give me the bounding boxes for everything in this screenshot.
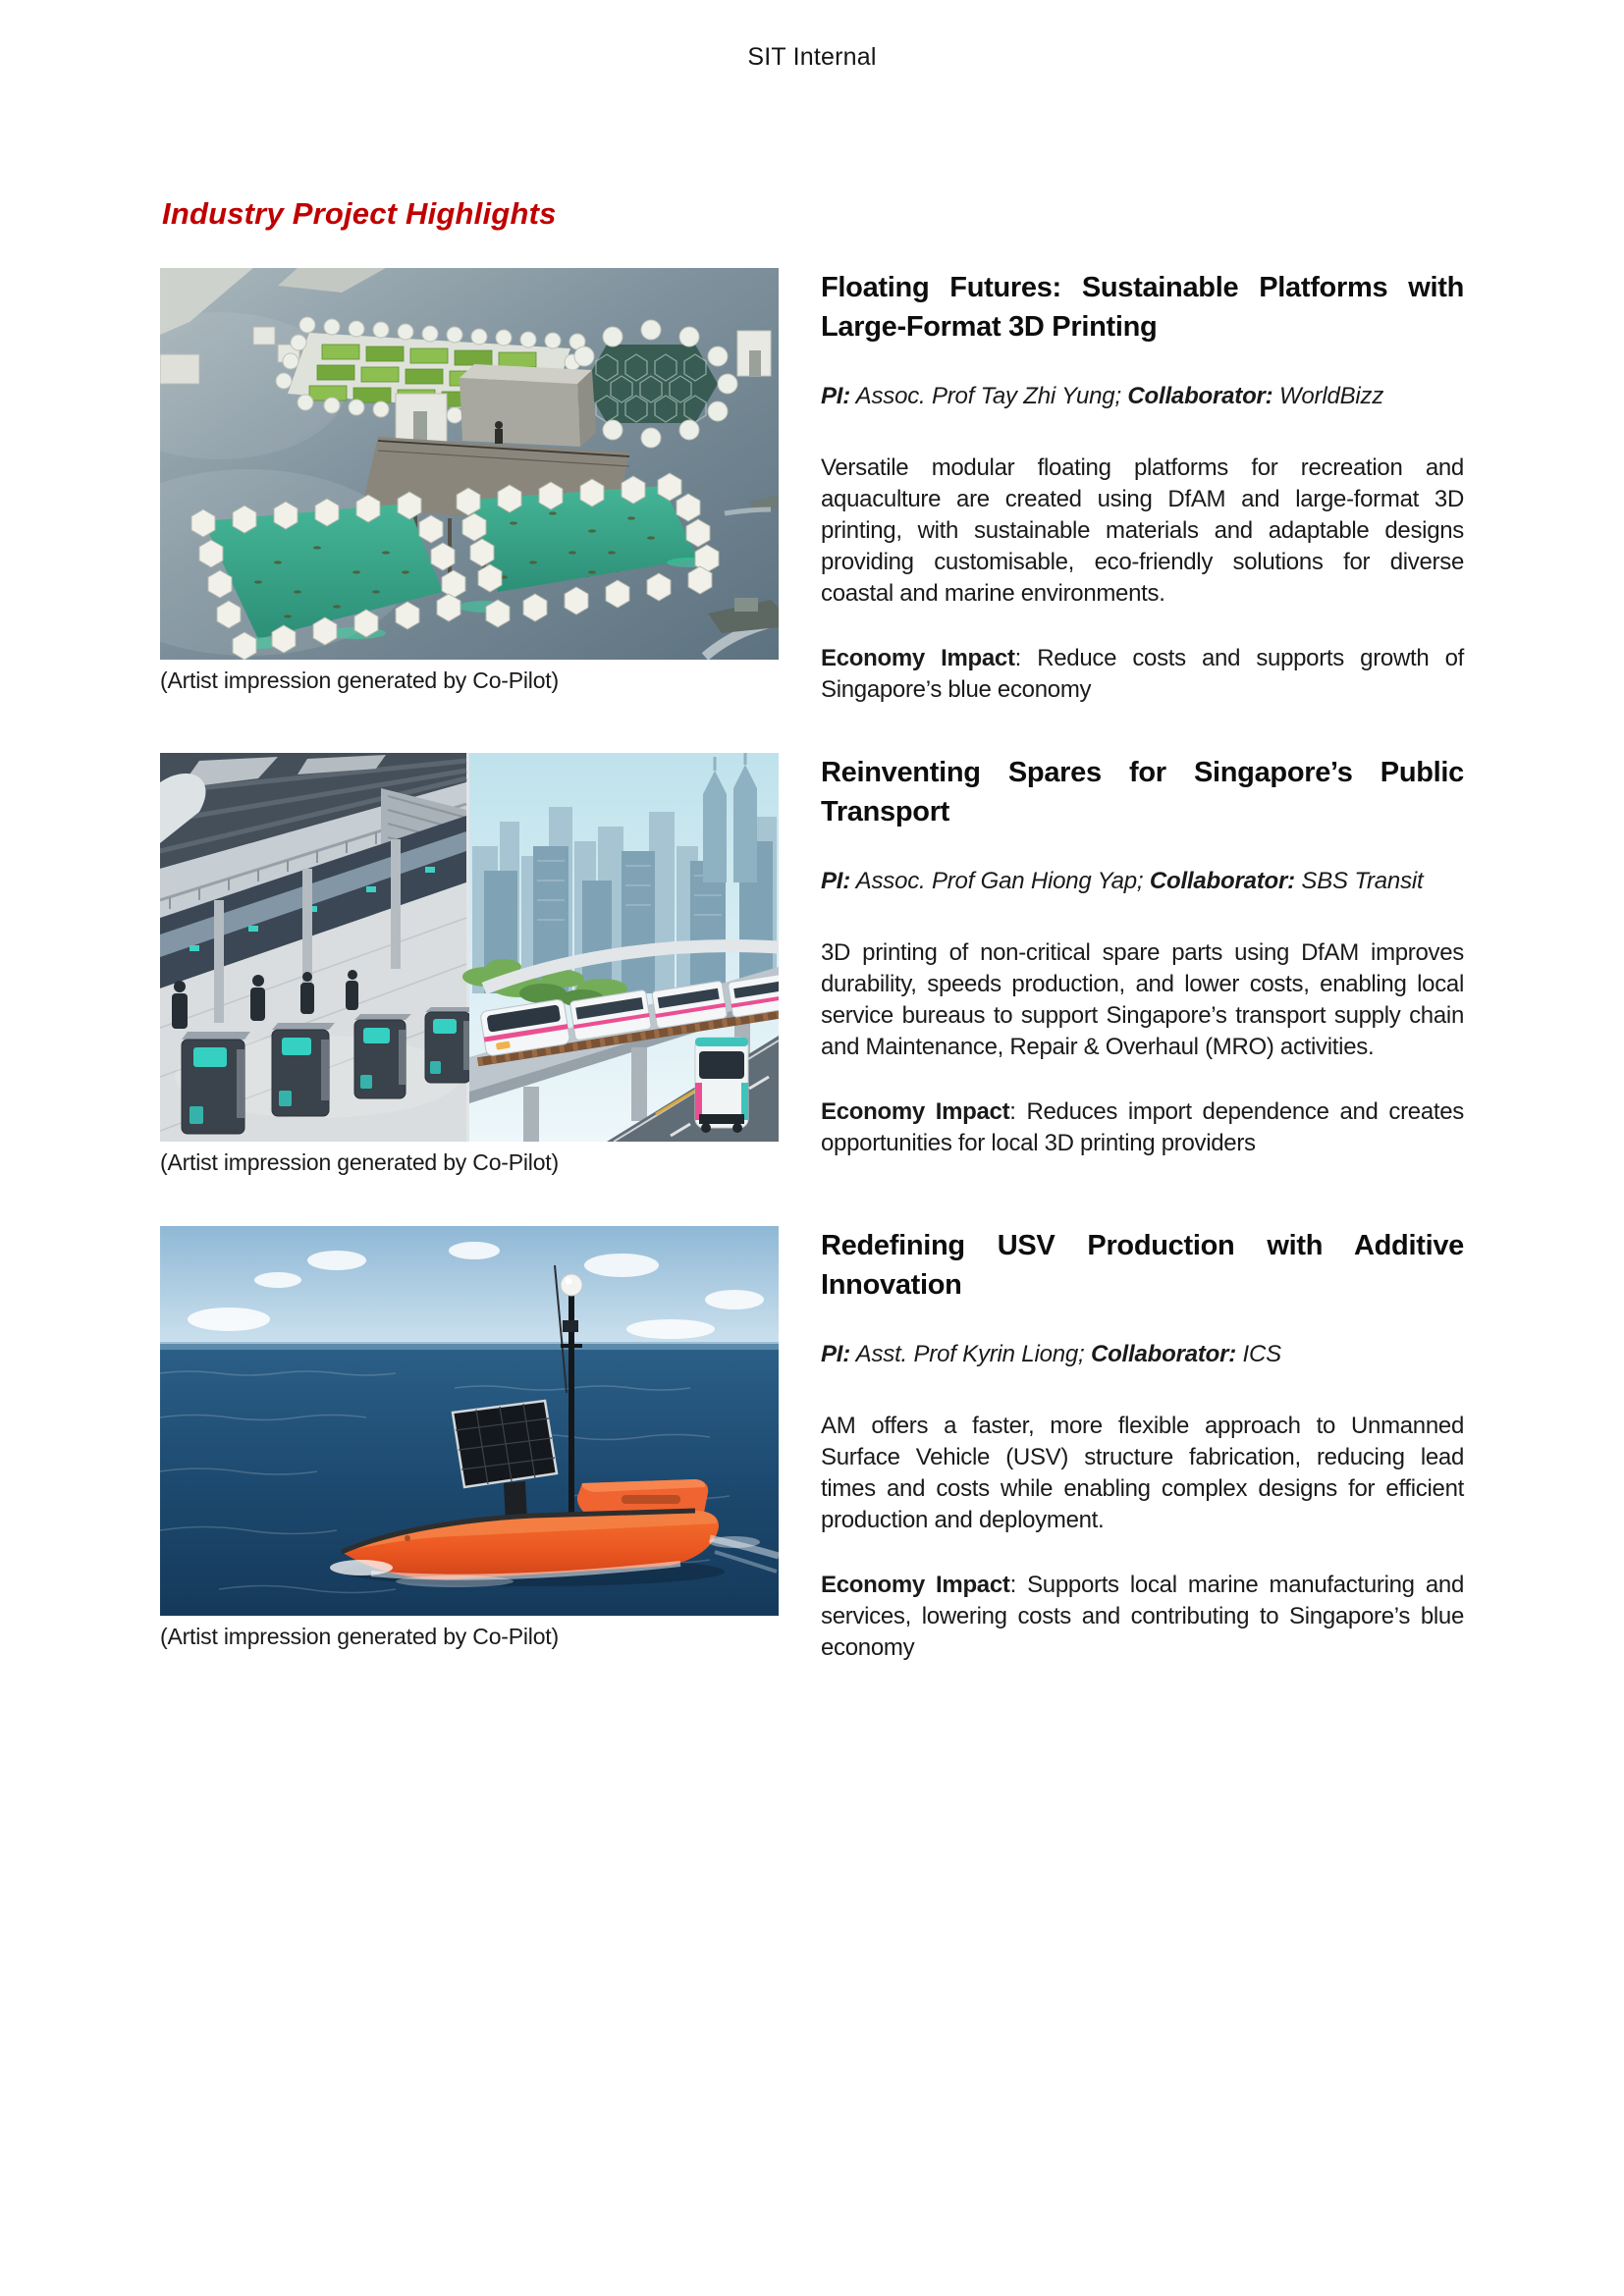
- image-caption: (Artist impression generated by Co-Pilot): [160, 1624, 559, 1649]
- pi-line: [821, 1340, 1464, 1369]
- project-description: Versatile modular floating platforms for recreation and aquaculture are created using DfAM and large-format 3D printing, with sustainable materials and adaptable designs providing customisable, eco-friendly solutions for diverse coastal and marine environments.: [821, 454, 1464, 607]
- economy-impact: [821, 1096, 1464, 1159]
- economy-impact-label: Economy Impact: [821, 645, 1015, 671]
- image-caption: (Artist impression generated by Co-Pilot): [160, 1149, 559, 1175]
- pi-label: PI:: [821, 383, 851, 409]
- image-caption: (Artist impression generated by Co-Pilot): [160, 667, 559, 693]
- economy-impact: [821, 643, 1464, 706]
- project-image-public-transport: [160, 753, 779, 1142]
- project-title: Reinventing Spares for Singapore’s Public Transport: [821, 757, 1464, 828]
- public-transport-illustration: [160, 753, 779, 1142]
- economy-impact-text: : Reduce costs and supports growth of Singapore’s blue economy: [821, 645, 1464, 703]
- project-image-floating-platforms: [160, 268, 779, 660]
- pi-name: Assoc. Prof Tay Zhi Yung;: [855, 383, 1121, 409]
- project-content: [821, 1226, 1464, 1664]
- project-media: [160, 268, 779, 694]
- project-content: [821, 753, 1464, 1159]
- bus: [695, 1038, 748, 1133]
- collaborator-name: ICS: [1242, 1341, 1281, 1367]
- floating-platforms-illustration: [160, 268, 779, 660]
- pi-line: [821, 382, 1464, 411]
- collaborator-name: SBS Transit: [1301, 868, 1424, 894]
- station-interior: [160, 753, 476, 1142]
- project-title: Redefining USV Production with Additive Innovation: [821, 1230, 1464, 1301]
- project-description: 3D printing of non-critical spare parts using DfAM improves durability, speeds production, and lower costs, enabling local service bureaus to support Singapore’s transport supply chain and Maintenance, Repair & Overhaul (MRO) activities.: [821, 939, 1464, 1060]
- collaborator-label: Collaborator:: [1127, 383, 1273, 409]
- economy-impact-text: : Reduces import dependence and creates opportunities for local 3D printing providers: [821, 1098, 1464, 1156]
- pi-label: PI:: [821, 868, 851, 894]
- pi-line: [821, 867, 1464, 896]
- project-content: [821, 268, 1464, 706]
- economy-impact-label: Economy Impact: [821, 1098, 1010, 1125]
- usv-illustration: [160, 1226, 779, 1616]
- economy-impact: [821, 1570, 1464, 1664]
- classification-header: SIT Internal: [747, 43, 877, 71]
- project-title: Floating Futures: Sustainable Platforms with Large-Format 3D Printing: [821, 272, 1464, 343]
- collaborator-name: WorldBizz: [1278, 383, 1384, 409]
- pi-name: Asst. Prof Kyrin Liong;: [855, 1341, 1085, 1367]
- project-media: [160, 1226, 779, 1650]
- collaborator-label: Collaborator:: [1090, 1341, 1237, 1367]
- pi-label: PI:: [821, 1341, 851, 1367]
- project-image-usv: [160, 1226, 779, 1616]
- project-description: AM offers a faster, more flexible approach to Unmanned Surface Vehicle (USV) structure fabrication, reducing lead times and costs while enabling complex designs for efficient production and deployment.: [821, 1413, 1464, 1533]
- pi-name: Assoc. Prof Gan Hiong Yap;: [855, 868, 1144, 894]
- gps-dome: [561, 1274, 582, 1296]
- economy-impact-text: : Supports local marine manufacturing and services, lowering costs and contributing to Singapore’s blue economy: [821, 1572, 1464, 1661]
- project-media: [160, 753, 779, 1176]
- page-title: Industry Project Highlights: [162, 196, 557, 231]
- economy-impact-label: Economy Impact: [821, 1572, 1010, 1598]
- city-skyline: [462, 753, 779, 1142]
- collaborator-label: Collaborator:: [1149, 868, 1295, 894]
